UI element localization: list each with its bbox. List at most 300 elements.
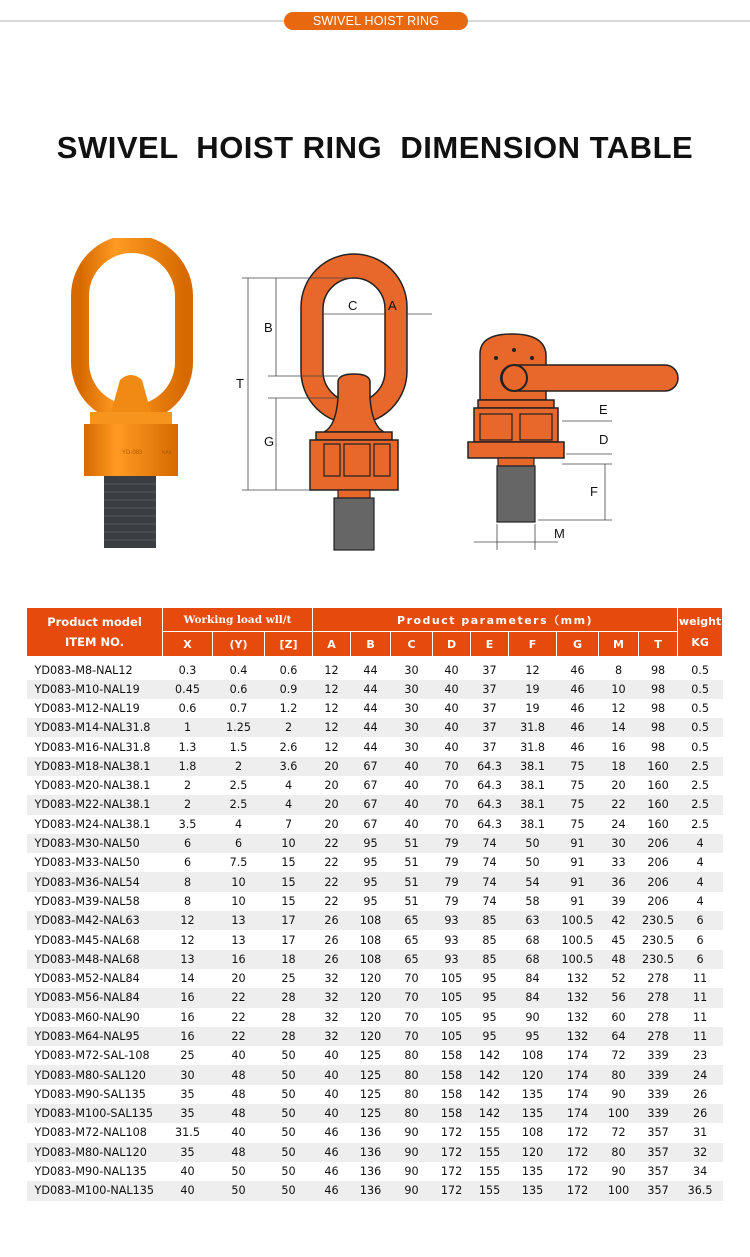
value-cell: 105 [433,1027,471,1046]
value-cell: 90 [391,1143,433,1162]
value-cell: 142 [478,1049,501,1063]
value-cell: 63 [509,911,557,930]
value-cell: 120 [351,988,391,1007]
value-cell: 72 [611,1049,626,1063]
value-cell: 48 [231,1087,246,1101]
value-cell: 172 [440,1165,463,1179]
value-cell: 70 [404,1010,419,1024]
value-cell: 16 [163,1027,213,1046]
value-cell: 0.5 [691,663,709,677]
value-cell: 40 [180,1165,195,1179]
value-cell: 10 [599,680,639,699]
value-cell: 120 [351,1027,391,1046]
value-cell: 31.5 [175,1126,200,1140]
value-cell: 1.8 [163,757,213,776]
value-cell: 25 [180,1049,195,1063]
header-c: C [391,632,433,657]
value-cell: 50 [281,1126,296,1140]
value-cell: 0.9 [265,680,313,699]
value-cell: 22 [231,1010,246,1024]
value-cell: 12 [180,933,195,947]
product-photo [66,238,196,554]
value-cell: 174 [557,1065,599,1084]
value-cell: 13 [231,933,246,947]
value-cell: 12 [324,663,339,677]
value-cell: 108 [521,1126,544,1140]
value-cell: 37 [471,680,509,699]
item-number-cell: YD083-M72-SAL-108 [34,1049,150,1063]
header-m: M [599,632,639,657]
item-number-cell: YD083-M100-SAL135 [27,1104,163,1123]
value-cell: 39 [611,894,626,908]
value-cell: 75 [557,757,599,776]
value-cell: 1 [163,718,213,737]
value-cell: 70 [444,779,459,793]
value-cell: 98 [639,680,678,699]
value-cell: 28 [265,1027,313,1046]
table-row [27,872,723,891]
value-cell: 31.8 [520,740,545,754]
value-cell: 74 [471,834,509,853]
dim-label-f: F [590,484,598,499]
section-badge: SWIVEL HOIST RING [284,12,468,30]
value-cell: 4 [265,795,313,814]
value-cell: 158 [440,1049,463,1063]
table-row [27,834,723,853]
header-t: T [639,632,678,657]
value-cell: 357 [647,1126,669,1140]
value-cell: 132 [557,988,599,1007]
item-number-cell: YD083-M64-NAL95 [27,1027,163,1046]
value-cell: 24 [611,817,626,831]
value-cell: 75 [570,817,585,831]
value-cell: 108 [359,933,382,947]
value-cell: 136 [351,1181,391,1200]
value-cell: 13 [163,950,213,969]
value-cell: 56 [599,988,639,1007]
value-cell: 40 [231,1049,246,1063]
value-cell: 50 [509,834,557,853]
value-cell: 120 [509,1143,557,1162]
item-number-cell: YD083-M72-NAL108 [34,1126,147,1140]
value-cell: 50 [265,1065,313,1084]
value-cell: 2.5 [678,757,723,776]
item-number-cell: YD083-M52-NAL84 [34,972,140,986]
table-row [27,1085,723,1104]
value-cell: 70 [433,795,471,814]
value-cell: 7 [284,817,293,831]
value-cell: 22 [599,795,639,814]
value-cell: 1.3 [178,740,197,754]
value-cell: 37 [482,740,497,754]
value-cell: 174 [566,1087,589,1101]
header-f: F [509,632,557,657]
value-cell: 125 [359,1049,382,1063]
value-cell: 95 [471,988,509,1007]
value-cell: 33 [611,856,626,870]
value-cell: 10 [231,894,246,908]
value-cell: 12 [163,911,213,930]
table-row [27,930,723,949]
value-cell: 15 [281,894,296,908]
value-cell: 46 [570,701,585,715]
value-cell: 22 [313,834,351,853]
value-cell: 357 [639,1143,678,1162]
value-cell: 95 [363,894,378,908]
value-cell: 64.3 [477,817,502,831]
value-cell: 136 [359,1126,382,1140]
value-cell: 90 [404,1126,419,1140]
dim-label-m: M [554,526,565,541]
value-cell: 79 [444,856,459,870]
value-cell: 4 [696,894,704,908]
value-cell: 18 [265,950,313,969]
item-number-cell: YD083-M8-NAL12 [34,663,133,677]
value-cell: 17 [281,933,296,947]
value-cell: 40 [163,1181,213,1200]
value-cell: 67 [351,795,391,814]
value-cell: 90 [525,1010,540,1024]
value-cell: 65 [404,933,419,947]
value-cell: 142 [471,1065,509,1084]
table-row [27,776,723,795]
value-cell: 11 [692,1010,708,1024]
value-cell: 0.45 [163,680,213,699]
value-cell: 91 [557,872,599,891]
value-cell: 40 [433,680,471,699]
value-cell: 44 [363,663,378,677]
value-cell: 90 [611,1087,626,1101]
header-working-load: Working load wll/t [163,608,313,632]
value-cell: 68 [509,950,557,969]
value-cell: 135 [521,1087,544,1101]
value-cell: 142 [478,1087,501,1101]
value-cell: 160 [639,795,678,814]
value-cell: 14 [180,972,195,986]
value-cell: 67 [363,779,378,793]
value-cell: 20 [313,757,351,776]
value-cell: 1.2 [279,701,298,715]
value-cell: 64.3 [471,795,509,814]
header-a: A [313,632,351,657]
value-cell: 8 [163,872,213,891]
value-cell: 84 [525,972,540,986]
table-row [27,1046,723,1065]
value-cell: 12 [313,680,351,699]
header-g: G [557,632,599,657]
value-cell: 172 [557,1181,599,1200]
value-cell: 0.6 [178,701,197,715]
item-number-cell: YD083-M14-NAL31.8 [27,718,163,737]
value-cell: 79 [433,834,471,853]
value-cell: 160 [639,757,678,776]
value-cell: 36 [599,872,639,891]
value-cell: 38.1 [509,757,557,776]
value-cell: 155 [478,1165,501,1179]
value-cell: 174 [566,1049,589,1063]
table-row [27,853,723,872]
value-cell: 6 [183,856,192,870]
value-cell: 132 [557,1027,599,1046]
value-cell: 12 [324,740,339,754]
value-cell: 51 [391,872,433,891]
item-number-cell: YD083-M18-NAL38.1 [27,757,163,776]
value-cell: 4 [234,817,243,831]
value-cell: 50 [265,1143,313,1162]
value-cell: 20 [611,779,626,793]
value-cell: 125 [359,1087,382,1101]
value-cell: 2.5 [213,795,265,814]
value-cell: 90 [404,1165,419,1179]
value-cell: 32 [313,1027,351,1046]
dimension-table [26,607,723,1201]
value-cell: 46 [324,1165,339,1179]
table-row [27,757,723,776]
value-cell: 17 [265,911,313,930]
value-cell: 11 [678,1027,723,1046]
value-cell: 38.1 [520,779,545,793]
table-row [27,680,723,699]
value-cell: 79 [433,872,471,891]
value-cell: 16 [213,950,265,969]
value-cell: 136 [351,1143,391,1162]
value-cell: 75 [557,795,599,814]
value-cell: 108 [351,950,391,969]
value-cell: 158 [440,1087,463,1101]
value-cell: 3.5 [178,817,197,831]
item-number-cell: YD083-M30-NAL50 [27,834,163,853]
value-cell: 50 [231,1165,246,1179]
dim-label-e: E [599,402,608,417]
value-cell: 15 [281,856,296,870]
value-cell: 172 [557,1143,599,1162]
value-cell: 12 [313,718,351,737]
value-cell: 34 [692,1165,708,1179]
value-cell: 19 [509,680,557,699]
value-cell: 50 [281,1087,296,1101]
value-cell: 278 [639,988,678,1007]
value-cell: 19 [525,701,540,715]
value-cell: 4 [678,834,723,853]
value-cell: 2 [213,757,265,776]
value-cell: 64.3 [471,757,509,776]
value-cell: 3.6 [265,757,313,776]
value-cell: 4 [696,856,704,870]
value-cell: 339 [647,1087,669,1101]
item-number-cell: YD083-M48-NAL68 [27,950,163,969]
value-cell: 25 [281,972,296,986]
value-cell: 35 [163,1143,213,1162]
value-cell: 40 [231,1126,246,1140]
value-cell: 12 [525,663,540,677]
value-cell: 90 [611,1165,626,1179]
value-cell: 28 [265,988,313,1007]
value-cell: 0.6 [213,680,265,699]
value-cell: 37 [482,663,497,677]
value-cell: 58 [525,894,540,908]
dim-label-c: C [348,298,358,313]
value-cell: 108 [521,1049,544,1063]
value-cell: 42 [599,911,639,930]
item-number-cell: YD083-M10-NAL19 [27,680,163,699]
value-cell: 95 [482,972,497,986]
value-cell: 1.25 [213,718,265,737]
value-cell: 51 [404,856,419,870]
value-cell: 172 [440,1126,463,1140]
value-cell: 54 [509,872,557,891]
value-cell: 64 [599,1027,639,1046]
table-row [27,1104,723,1123]
value-cell: 278 [647,972,669,986]
dim-label-d: D [599,432,609,447]
value-cell: 174 [557,1104,599,1123]
value-cell: 158 [433,1104,471,1123]
value-cell: 142 [471,1104,509,1123]
value-cell: 30 [599,834,639,853]
dim-label-t: T [236,376,244,391]
value-cell: 16 [163,988,213,1007]
item-number-cell: YD083-M39-NAL58 [34,894,140,908]
value-cell: 65 [391,911,433,930]
value-cell: 155 [471,1181,509,1200]
value-cell: 13 [213,911,265,930]
item-number-cell: YD083-M22-NAL38.1 [27,795,163,814]
value-cell: 32 [324,1010,339,1024]
value-cell: 85 [471,950,509,969]
table-row [27,1143,723,1162]
value-cell: 100 [599,1104,639,1123]
value-cell: 7.5 [229,856,248,870]
value-cell: 68 [525,933,540,947]
value-cell: 230.5 [639,911,678,930]
value-cell: 37 [482,701,497,715]
value-cell: 125 [351,1065,391,1084]
header-e: E [471,632,509,657]
value-cell: 6 [696,933,704,947]
value-cell: 172 [433,1143,471,1162]
item-number-cell: YD083-M80-SAL120 [27,1065,163,1084]
value-cell: 80 [599,1065,639,1084]
value-cell: 2.5 [678,795,723,814]
item-number-cell: YD083-M24-NAL38.1 [34,817,151,831]
value-cell: 108 [351,911,391,930]
value-cell: 85 [471,911,509,930]
value-cell: 230.5 [639,950,678,969]
value-cell: 6 [678,911,723,930]
value-cell: 44 [351,718,391,737]
value-cell: 74 [482,894,497,908]
value-cell: 8 [614,663,623,677]
table-row [27,1027,723,1046]
value-cell: 30 [404,701,419,715]
value-cell: 93 [433,911,471,930]
value-cell: 18 [599,757,639,776]
item-number-cell: YD083-M42-NAL63 [27,911,163,930]
value-cell: 44 [363,740,378,754]
value-cell: 26 [324,933,339,947]
value-cell: 135 [521,1165,544,1179]
table-row [27,1008,723,1027]
value-cell: 100.5 [557,911,599,930]
value-cell: 44 [351,680,391,699]
value-cell: 22 [213,1027,265,1046]
value-cell: 40 [404,779,419,793]
table-row [27,969,723,988]
value-cell: 30 [404,740,419,754]
value-cell: 40 [444,663,459,677]
value-cell: 6 [163,834,213,853]
value-cell: 51 [391,834,433,853]
value-cell: 230.5 [642,933,675,947]
value-cell: 48 [599,950,639,969]
value-cell: 120 [359,1010,382,1024]
header-weight: weight KG [678,608,723,657]
table-row [27,657,723,680]
header-x: X [163,632,213,657]
value-cell: 67 [351,757,391,776]
value-cell: 40 [444,740,459,754]
value-cell: 95 [482,1010,497,1024]
value-cell: 90 [391,1181,433,1200]
value-cell: 172 [566,1165,589,1179]
value-cell: 278 [639,1027,678,1046]
value-cell: 70 [433,757,471,776]
value-cell: 20 [313,795,351,814]
value-cell: 50 [281,1165,296,1179]
item-number-cell: YD083-M100-NAL135 [27,1181,163,1200]
item-number-cell: YD083-M16-NAL31.8 [34,740,151,754]
value-cell: 52 [611,972,626,986]
value-cell: 0.5 [678,680,723,699]
front-view-diagram [232,248,432,554]
value-cell: 26 [313,911,351,930]
value-cell: 11 [678,988,723,1007]
value-cell: 0.6 [279,663,298,677]
value-cell: 35 [163,1104,213,1123]
value-cell: 132 [566,972,589,986]
value-cell: 91 [557,834,599,853]
value-cell: 12 [324,701,339,715]
value-cell: 2.6 [279,740,298,754]
header-z: [Z] [265,632,313,657]
value-cell: 40 [444,701,459,715]
side-view-diagram [462,330,687,550]
value-cell: 8 [183,894,192,908]
value-cell: 10 [213,872,265,891]
value-cell: 75 [570,779,585,793]
dim-label-a: A [388,298,397,313]
value-cell: 31.8 [509,718,557,737]
value-cell: 10 [265,834,313,853]
value-cell: 100.5 [561,933,594,947]
value-cell: 6 [213,834,265,853]
value-cell: 91 [570,856,585,870]
value-cell: 30 [404,663,419,677]
value-cell: 46 [313,1143,351,1162]
value-cell: 160 [647,817,669,831]
value-cell: 84 [509,988,557,1007]
value-cell: 46 [570,663,585,677]
table-row [27,892,723,911]
value-cell: 135 [509,1104,557,1123]
table-row [27,1162,723,1181]
value-cell: 80 [404,1087,419,1101]
value-cell: 30 [163,1065,213,1084]
item-number-cell: YD083-M20-NAL38.1 [34,779,151,793]
value-cell: 22 [324,894,339,908]
value-cell: 40 [404,817,419,831]
header-model: Product model ITEM NO. [27,608,163,657]
